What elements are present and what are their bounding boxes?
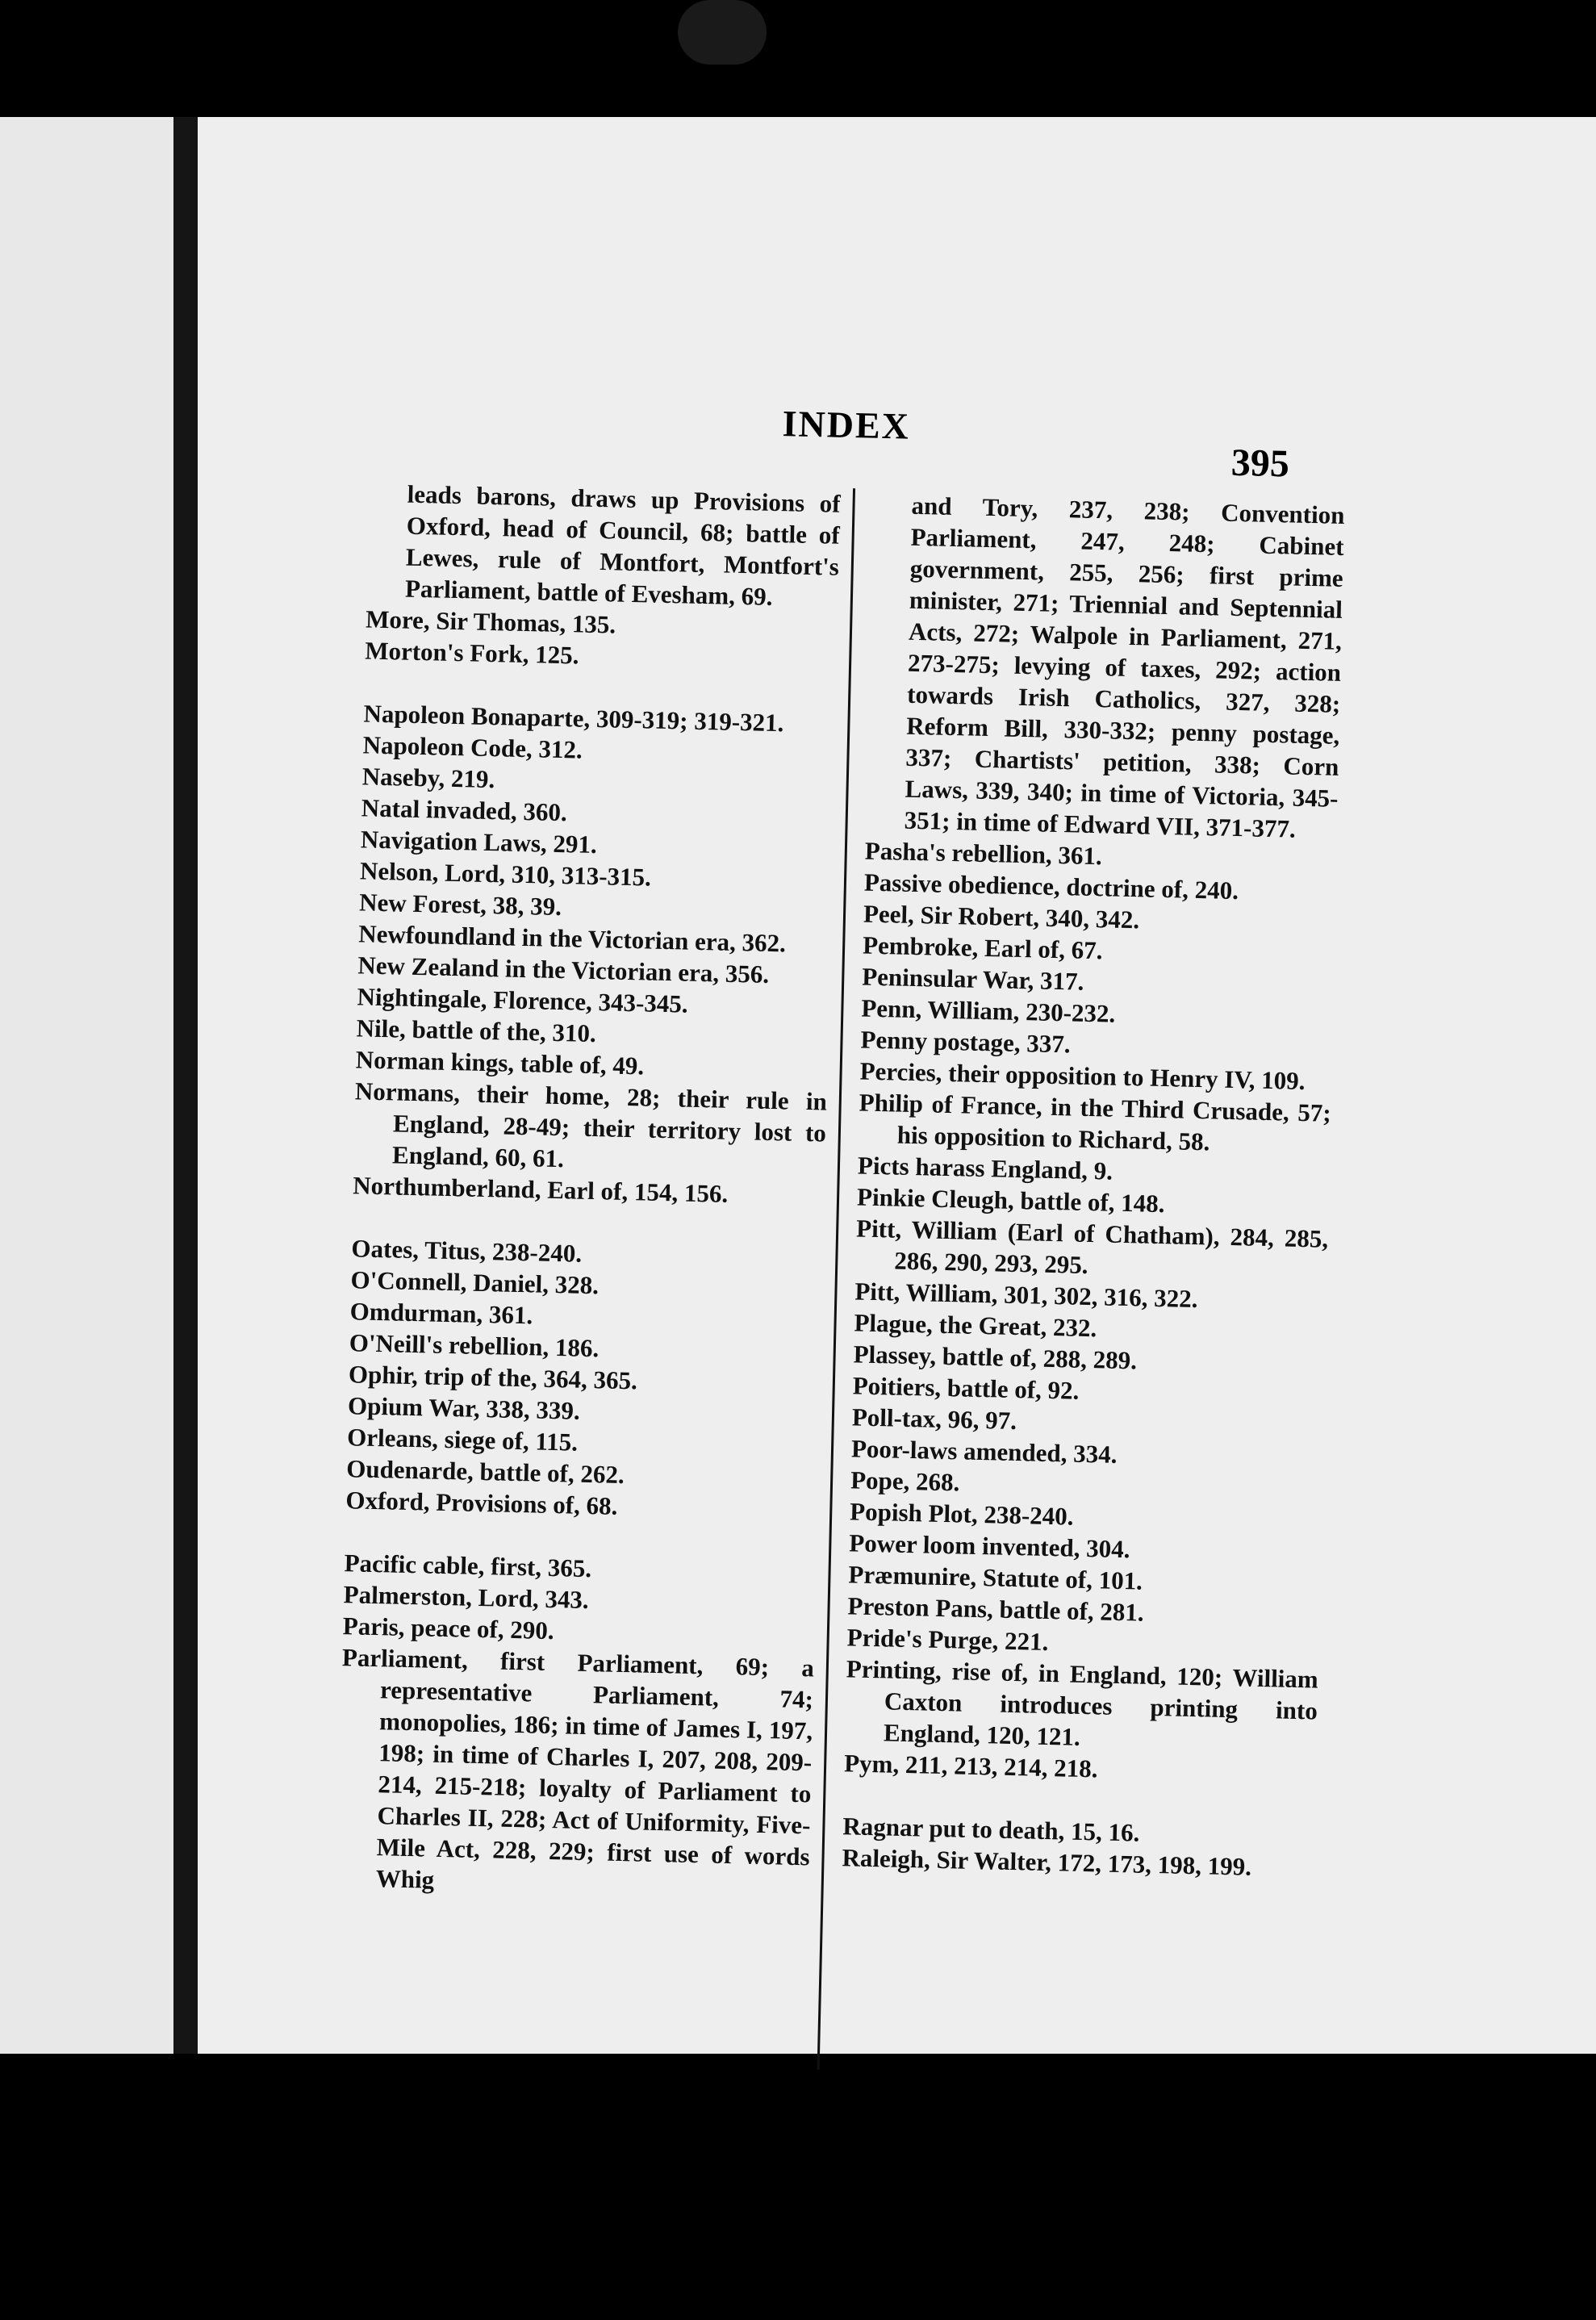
index-entry: Pitt, William, 301, 302, 316, 322.	[854, 1277, 1198, 1314]
index-entry: Pym, 211, 213, 214, 218.	[843, 1749, 1098, 1783]
index-entry: Navigation Laws, 291.	[360, 825, 598, 859]
index-entry: Paris, peace of, 290.	[342, 1611, 554, 1645]
index-entry: Penn, William, 230-232.	[861, 993, 1116, 1028]
facing-page-edge	[0, 117, 173, 2054]
index-entry: Percies, their opposition to Henry IV, 109.	[859, 1056, 1306, 1096]
index-entry: O'Connell, Daniel, 328.	[350, 1265, 600, 1300]
index-entry: Natal invaded, 360.	[361, 793, 568, 827]
index-entry: New Forest, 38, 39.	[358, 888, 562, 922]
index-entry: Norman kings, table of, 49.	[355, 1045, 645, 1081]
index-entry: Picts harass England, 9.	[857, 1151, 1113, 1185]
index-column-left	[336, 478, 841, 1904]
index-entry: Peel, Sir Robert, 340, 342.	[863, 899, 1140, 934]
page-number: 395	[1230, 441, 1290, 486]
index-entry: Napoleon Code, 312.	[362, 730, 583, 764]
index-entry: Oates, Titus, 238-240.	[351, 1234, 583, 1268]
index-entry: Printing, rise of, in England, 120; William Caxton introduces printing into England, 120, 121.	[846, 1654, 1319, 1751]
index-entry: Pope, 268.	[850, 1465, 960, 1497]
index-entry: Napoleon Bonaparte, 309-319; 319-321.	[363, 699, 784, 738]
index-entry: Ragnar put to death, 15, 16.	[842, 1812, 1140, 1847]
index-entry: Præmunire, Statute of, 101.	[848, 1560, 1143, 1595]
index-entry: Palmerston, Lord, 343.	[343, 1580, 590, 1615]
page-content	[305, 194, 1360, 1912]
index-entry: Northumberland, Earl of, 154, 156.	[352, 1171, 729, 1208]
index-entry: More, Sir Thomas, 135.	[365, 604, 616, 639]
index-entry: leads barons, draws up Provisions of Oxford, head of Council, 68; battle of Lewes, rule of Montfort, Montfort's Parliament, battle of Evesham, 69.	[404, 479, 842, 611]
index-entry: Pasha's rebellion, 361.	[864, 836, 1103, 871]
index-entry: Poll-tax, 96, 97.	[851, 1402, 1017, 1436]
index-entry: Raleigh, Sir Walter, 172, 173, 198, 199.	[842, 1843, 1252, 1881]
index-entry: Parliament, first Parliament, 69; a representative Parliament, 74; monopolies, 186; in time of James I, 197, 198; in time of Charles I, 207, 208, 209-214, 215-218; loyalty of Parliament to Charles II, 228; Act of Uniformity, Five-Mile Act, 228, 229; first use of words Whig	[341, 1643, 815, 1894]
book-gutter	[173, 117, 198, 2054]
index-entry: Morton's Fork, 125.	[364, 636, 579, 670]
index-entry: Plague, the Great, 232.	[854, 1308, 1097, 1343]
index-entry: Nile, battle of the, 310.	[356, 1014, 597, 1048]
index-entry: Omdurman, 361.	[349, 1297, 533, 1330]
index-entry: Power loom invented, 304.	[849, 1528, 1130, 1564]
scanner-clip-shadow	[678, 0, 767, 65]
book-page	[198, 117, 1596, 2054]
index-entry: Normans, their home, 28; their rule in England, 28-49; their territory lost to England, 60, 61.	[354, 1076, 828, 1173]
index-entry: and Tory, 237, 238; Convention Parliament, 247, 248; Cabinet government, 255, 256; first prime minister, 271; Triennial and Septennial Acts, 272; Walpole in Parliament, 271, 273-275; levying of taxes, 292; action towards Irish Catholics, 327, 328; Reform Bill, 330-332; penny postage, 337; Chartists' petition, 338; Corn Laws, 339, 340; in time of Victoria, 345-351; in time of Edward VII, 371-377.	[904, 491, 1345, 843]
index-entry: Orleans, siege of, 115.	[346, 1423, 579, 1457]
index-entry: Poitiers, battle of, 92.	[852, 1371, 1080, 1405]
index-column-right	[842, 489, 1345, 1884]
index-entry: Newfoundland in the Victorian era, 362.	[357, 919, 787, 958]
index-entry: Pembroke, Earl of, 67.	[862, 930, 1103, 965]
index-entry: Pinkie Cleugh, battle of, 148.	[856, 1182, 1165, 1219]
index-entry: New Zealand in the Victorian era, 356.	[357, 951, 770, 989]
index-entry: Preston Pans, battle of, 281.	[847, 1591, 1145, 1627]
index-entry: O'Neill's rebellion, 186.	[349, 1328, 600, 1363]
index-entry: Nelson, Lord, 310, 313-315.	[359, 856, 652, 892]
index-entry: Naseby, 219.	[361, 762, 495, 794]
index-entry: Pacific cable, first, 365.	[344, 1549, 592, 1583]
index-entry: Peninsular War, 317.	[861, 962, 1084, 996]
index-entry: Pride's Purge, 221.	[846, 1623, 1049, 1656]
index-entry: Ophir, trip of the, 364, 365.	[348, 1360, 638, 1395]
index-entry: Poor-laws amended, 334.	[850, 1434, 1118, 1469]
index-entry: Oudenarde, battle of, 262.	[345, 1454, 625, 1490]
index-entry: Pitt, William (Earl of Chatham), 284, 285, 286, 290, 293, 295.	[855, 1214, 1329, 1279]
index-entry: Popish Plot, 238-240.	[849, 1497, 1074, 1531]
running-head: INDEX	[782, 403, 911, 447]
index-entry: Philip of France, in the Third Crusade, 57; his opposition to Richard, 58.	[859, 1088, 1332, 1156]
index-entry: Opium War, 338, 339.	[347, 1391, 581, 1425]
index-entry: Passive obedience, doctrine of, 240.	[863, 867, 1239, 905]
index-entry: Penny postage, 337.	[860, 1025, 1071, 1059]
index-entry: Plassey, battle of, 288, 289.	[853, 1340, 1138, 1375]
index-entry: Oxford, Provisions of, 68.	[345, 1486, 618, 1520]
index-entry: Nightingale, Florence, 343-345.	[357, 982, 689, 1018]
